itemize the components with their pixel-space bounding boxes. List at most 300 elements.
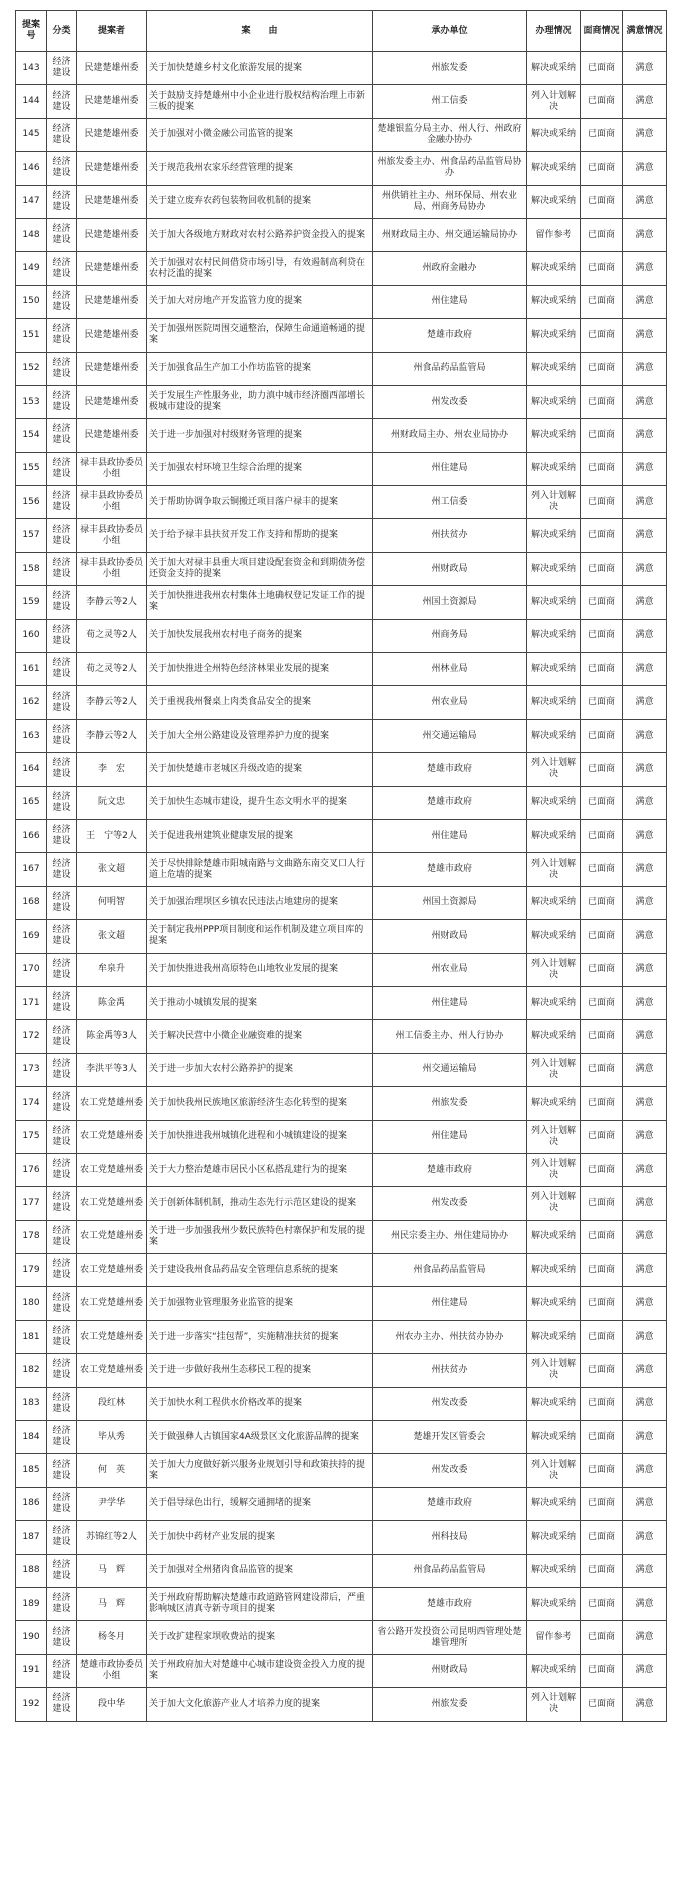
cell-satisfaction: 满意 [623,1354,667,1387]
cell-handling-unit: 州住建局 [373,819,527,852]
cell-handling-unit: 省公路开发投资公司昆明西管理处楚雄管理所 [373,1621,527,1654]
cell-proposal-no: 177 [16,1187,47,1220]
cell-satisfaction: 满意 [623,486,667,519]
cell-category: 经济建设 [47,1320,77,1353]
cell-status: 解决或采纳 [527,285,581,318]
cell-proposer: 民建楚雄州委 [77,385,147,418]
cell-proposer: 禄丰县政协委员小组 [77,552,147,585]
cell-subject: 关于加大全州公路建设及管理养护力度的提案 [147,719,373,752]
cell-satisfaction: 满意 [623,1320,667,1353]
cell-consultation: 已面商 [581,819,623,852]
cell-status: 解决或采纳 [527,352,581,385]
cell-handling-unit: 州交通运输局 [373,1053,527,1086]
cell-subject: 关于加快推进我州城镇化进程和小城镇建设的提案 [147,1120,373,1153]
cell-consultation: 已面商 [581,1153,623,1186]
cell-category: 经济建设 [47,1153,77,1186]
cell-consultation: 已面商 [581,653,623,686]
cell-handling-unit: 州住建局 [373,1120,527,1153]
cell-proposer: 禄丰县政协委员小组 [77,519,147,552]
cell-consultation: 已面商 [581,152,623,185]
cell-subject: 关于发展生产性服务业，助力滇中城市经济圈西部增长极城市建设的提案 [147,385,373,418]
cell-consultation: 已面商 [581,1654,623,1687]
cell-proposer: 农工党楚雄州委 [77,1120,147,1153]
table-row [16,1387,667,1420]
cell-handling-unit: 州财政局主办、州农业局协办 [373,419,527,452]
cell-consultation: 已面商 [581,619,623,652]
cell-handling-unit: 楚雄市政府 [373,1487,527,1520]
cell-subject: 关于进一步做好我州生态移民工程的提案 [147,1354,373,1387]
cell-subject: 关于推动小城镇发展的提案 [147,986,373,1019]
cell-status: 解决或采纳 [527,1287,581,1320]
cell-satisfaction: 满意 [623,953,667,986]
cell-subject: 关于加快生态城市建设，提升生态文明水平的提案 [147,786,373,819]
cell-category: 经济建设 [47,953,77,986]
cell-handling-unit: 楚雄市政府 [373,753,527,786]
table-row [16,519,667,552]
cell-proposal-no: 184 [16,1421,47,1454]
cell-handling-unit: 州农业局 [373,953,527,986]
cell-category: 经济建设 [47,85,77,118]
cell-proposer: 民建楚雄州委 [77,152,147,185]
cell-proposer: 民建楚雄州委 [77,252,147,285]
cell-category: 经济建设 [47,1587,77,1620]
cell-proposal-no: 161 [16,653,47,686]
cell-satisfaction: 满意 [623,118,667,151]
cell-satisfaction: 满意 [623,352,667,385]
table-row [16,85,667,118]
table-row [16,285,667,318]
cell-proposal-no: 175 [16,1120,47,1153]
cell-proposer: 马 辉 [77,1587,147,1620]
table-row [16,1621,667,1654]
cell-subject: 关于创新体制机制，推动生态先行示范区建设的提案 [147,1187,373,1220]
table-row [16,319,667,352]
cell-satisfaction: 满意 [623,552,667,585]
table-row [16,1554,667,1587]
cell-subject: 关于尽快排除楚雄市阳城南路与文曲路东南交叉口人行道上危墙的提案 [147,853,373,886]
cell-subject: 关于倡导绿色出行，缓解交通拥堵的提案 [147,1487,373,1520]
cell-satisfaction: 满意 [623,1020,667,1053]
cell-proposer: 农工党楚雄州委 [77,1254,147,1287]
cell-handling-unit: 州政府金融办 [373,252,527,285]
cell-handling-unit: 州国土资源局 [373,886,527,919]
cell-handling-unit: 州工信委主办、州人行协办 [373,1020,527,1053]
cell-consultation: 已面商 [581,1454,623,1487]
cell-subject: 关于加强对全州猪肉食品监管的提案 [147,1554,373,1587]
cell-status: 解决或采纳 [527,1521,581,1554]
cell-proposal-no: 153 [16,385,47,418]
cell-proposal-no: 179 [16,1254,47,1287]
cell-subject: 关于加强食品生产加工小作坊监管的提案 [147,352,373,385]
cell-consultation: 已面商 [581,1087,623,1120]
cell-subject: 关于加快发展我州农村电子商务的提案 [147,619,373,652]
cell-status: 解决或采纳 [527,1487,581,1520]
cell-status: 解决或采纳 [527,452,581,485]
cell-proposal-no: 174 [16,1087,47,1120]
cell-subject: 关于建立废弃农药包装物回收机制的提案 [147,185,373,218]
cell-subject: 关于促进我州建筑业健康发展的提案 [147,819,373,852]
table-row [16,1287,667,1320]
cell-category: 经济建设 [47,1087,77,1120]
cell-consultation: 已面商 [581,1621,623,1654]
cell-subject: 关于州政府帮助解决楚雄市政道路管网建设滞后，严重影响城区清真寺新寺项目的提案 [147,1587,373,1620]
cell-satisfaction: 满意 [623,1654,667,1687]
cell-proposal-no: 158 [16,552,47,585]
cell-proposal-no: 154 [16,419,47,452]
cell-proposer: 张文超 [77,920,147,953]
cell-satisfaction: 满意 [623,586,667,619]
cell-proposal-no: 180 [16,1287,47,1320]
table-row [16,1053,667,1086]
table-row [16,486,667,519]
cell-proposal-no: 147 [16,185,47,218]
cell-status: 解决或采纳 [527,1087,581,1120]
cell-subject: 关于做强彝人古镇国家4A级景区文化旅游品牌的提案 [147,1421,373,1454]
cell-category: 经济建设 [47,1187,77,1220]
cell-status: 列入计划解决 [527,85,581,118]
cell-status: 列入计划解决 [527,753,581,786]
cell-proposal-no: 181 [16,1320,47,1353]
cell-consultation: 已面商 [581,1354,623,1387]
cell-proposer: 民建楚雄州委 [77,319,147,352]
cell-category: 经济建设 [47,152,77,185]
cell-subject: 关于加快推进我州农村集体土地确权登记发证工作的提案 [147,586,373,619]
cell-handling-unit: 州旅发委 [373,1087,527,1120]
cell-satisfaction: 满意 [623,853,667,886]
cell-proposal-no: 190 [16,1621,47,1654]
cell-category: 经济建设 [47,185,77,218]
cell-handling-unit: 州工信委 [373,85,527,118]
cell-status: 列入计划解决 [527,953,581,986]
cell-category: 经济建设 [47,252,77,285]
cell-category: 经济建设 [47,1053,77,1086]
table-row [16,452,667,485]
cell-consultation: 已面商 [581,886,623,919]
cell-consultation: 已面商 [581,1254,623,1287]
cell-category: 经济建设 [47,552,77,585]
cell-handling-unit: 楚雄市政府 [373,319,527,352]
cell-proposal-no: 159 [16,586,47,619]
table-row [16,1187,667,1220]
cell-status: 解决或采纳 [527,920,581,953]
cell-status: 解决或采纳 [527,1587,581,1620]
cell-category: 经济建设 [47,218,77,251]
cell-subject: 关于帮助协调争取云铜搬迁项目落户禄丰的提案 [147,486,373,519]
table-row [16,1521,667,1554]
table-row [16,52,667,85]
cell-category: 经济建设 [47,1454,77,1487]
cell-consultation: 已面商 [581,118,623,151]
cell-satisfaction: 满意 [623,1454,667,1487]
cell-proposer: 民建楚雄州委 [77,52,147,85]
cell-satisfaction: 满意 [623,619,667,652]
cell-status: 解决或采纳 [527,653,581,686]
cell-handling-unit: 州财政局 [373,552,527,585]
cell-status: 解决或采纳 [527,1554,581,1587]
cell-proposer: 陈金禹 [77,986,147,1019]
cell-status: 解决或采纳 [527,886,581,919]
cell-satisfaction: 满意 [623,1220,667,1253]
cell-subject: 关于解决民营中小微企业融资难的提案 [147,1020,373,1053]
cell-category: 经济建设 [47,285,77,318]
cell-status: 解决或采纳 [527,152,581,185]
cell-proposer: 农工党楚雄州委 [77,1187,147,1220]
cell-handling-unit: 州旅发委 [373,1688,527,1721]
cell-category: 经济建设 [47,1521,77,1554]
cell-status: 列入计划解决 [527,1053,581,1086]
cell-consultation: 已面商 [581,452,623,485]
cell-consultation: 已面商 [581,1287,623,1320]
cell-category: 经济建设 [47,1354,77,1387]
cell-proposer: 民建楚雄州委 [77,85,147,118]
cell-consultation: 已面商 [581,218,623,251]
cell-consultation: 已面商 [581,1220,623,1253]
cell-proposer: 李静云等2人 [77,719,147,752]
cell-satisfaction: 满意 [623,252,667,285]
cell-category: 经济建设 [47,419,77,452]
cell-status: 解决或采纳 [527,419,581,452]
cell-status: 留作参考 [527,1621,581,1654]
cell-category: 经济建设 [47,853,77,886]
cell-status: 列入计划解决 [527,1153,581,1186]
cell-consultation: 已面商 [581,419,623,452]
cell-satisfaction: 满意 [623,1120,667,1153]
table-row [16,118,667,151]
cell-handling-unit: 州住建局 [373,285,527,318]
cell-proposer: 农工党楚雄州委 [77,1320,147,1353]
cell-status: 解决或采纳 [527,586,581,619]
cell-consultation: 已面商 [581,920,623,953]
cell-subject: 关于进一步加大农村公路养护的提案 [147,1053,373,1086]
cell-proposer: 段红林 [77,1387,147,1420]
header-proposal-no: 提案号 [16,11,47,52]
table-header [16,11,667,52]
cell-subject: 关于加快楚雄市老城区升级改造的提案 [147,753,373,786]
cell-consultation: 已面商 [581,1554,623,1587]
cell-status: 解决或采纳 [527,719,581,752]
cell-satisfaction: 满意 [623,886,667,919]
cell-handling-unit: 州发改委 [373,1187,527,1220]
cell-status: 解决或采纳 [527,686,581,719]
cell-satisfaction: 满意 [623,819,667,852]
cell-satisfaction: 满意 [623,152,667,185]
cell-subject: 关于加大对禄丰县重大项目建设配套资金和到期债务偿还资金支持的提案 [147,552,373,585]
header-category: 分类 [47,11,77,52]
cell-consultation: 已面商 [581,853,623,886]
cell-proposer: 张文超 [77,853,147,886]
header-satisfaction: 满意情况 [623,11,667,52]
table-row [16,1153,667,1186]
cell-proposal-no: 150 [16,285,47,318]
cell-proposal-no: 170 [16,953,47,986]
cell-satisfaction: 满意 [623,786,667,819]
cell-consultation: 已面商 [581,1487,623,1520]
cell-satisfaction: 满意 [623,1287,667,1320]
cell-handling-unit: 州住建局 [373,452,527,485]
cell-consultation: 已面商 [581,1587,623,1620]
cell-satisfaction: 满意 [623,719,667,752]
cell-category: 经济建设 [47,920,77,953]
cell-subject: 关于制定我州PPP项目制度和运作机制及建立项目库的提案 [147,920,373,953]
table-row [16,385,667,418]
cell-status: 列入计划解决 [527,1354,581,1387]
cell-consultation: 已面商 [581,753,623,786]
table-row [16,653,667,686]
cell-proposal-no: 176 [16,1153,47,1186]
cell-satisfaction: 满意 [623,85,667,118]
header-proposer: 提案者 [77,11,147,52]
cell-handling-unit: 州交通运输局 [373,719,527,752]
cell-consultation: 已面商 [581,319,623,352]
cell-satisfaction: 满意 [623,686,667,719]
table-row [16,886,667,919]
header-consultation: 面商情况 [581,11,623,52]
cell-satisfaction: 满意 [623,218,667,251]
cell-category: 经济建设 [47,519,77,552]
table-body [16,52,667,1722]
cell-consultation: 已面商 [581,1053,623,1086]
table-row [16,1421,667,1454]
cell-consultation: 已面商 [581,986,623,1019]
cell-consultation: 已面商 [581,1421,623,1454]
cell-subject: 关于改扩建程家坝收费站的提案 [147,1621,373,1654]
cell-subject: 关于建设我州食品药品安全管理信息系统的提案 [147,1254,373,1287]
cell-category: 经济建设 [47,1487,77,1520]
cell-proposer: 民建楚雄州委 [77,352,147,385]
cell-proposer: 杨冬月 [77,1621,147,1654]
cell-status: 解决或采纳 [527,1254,581,1287]
cell-satisfaction: 满意 [623,1554,667,1587]
cell-category: 经济建设 [47,319,77,352]
cell-status: 解决或采纳 [527,519,581,552]
cell-subject: 关于加大文化旅游产业人才培养力度的提案 [147,1688,373,1721]
cell-proposer: 民建楚雄州委 [77,285,147,318]
cell-satisfaction: 满意 [623,1053,667,1086]
cell-consultation: 已面商 [581,519,623,552]
cell-handling-unit: 州国土资源局 [373,586,527,619]
cell-status: 解决或采纳 [527,185,581,218]
cell-status: 解决或采纳 [527,819,581,852]
cell-consultation: 已面商 [581,586,623,619]
cell-consultation: 已面商 [581,786,623,819]
cell-proposal-no: 148 [16,218,47,251]
cell-handling-unit: 州财政局主办、州交通运输局协办 [373,218,527,251]
cell-consultation: 已面商 [581,1120,623,1153]
cell-proposer: 民建楚雄州委 [77,118,147,151]
table-row [16,920,667,953]
table-row [16,953,667,986]
table-row [16,252,667,285]
cell-status: 解决或采纳 [527,786,581,819]
cell-handling-unit: 州财政局 [373,1654,527,1687]
cell-proposal-no: 182 [16,1354,47,1387]
cell-proposer: 段中华 [77,1688,147,1721]
cell-category: 经济建设 [47,352,77,385]
cell-consultation: 已面商 [581,1387,623,1420]
cell-proposal-no: 143 [16,52,47,85]
cell-proposer: 荀之灵等2人 [77,619,147,652]
cell-status: 列入计划解决 [527,1688,581,1721]
cell-subject: 关于加大各级地方财政对农村公路养护资金投入的提案 [147,218,373,251]
cell-category: 经济建设 [47,719,77,752]
table-row [16,1220,667,1253]
table-row [16,786,667,819]
cell-proposal-no: 163 [16,719,47,752]
cell-proposal-no: 164 [16,753,47,786]
cell-handling-unit: 州住建局 [373,1287,527,1320]
table-row [16,185,667,218]
cell-subject: 关于给予禄丰县扶贫开发工作支持和帮助的提案 [147,519,373,552]
cell-satisfaction: 满意 [623,986,667,1019]
cell-proposal-no: 157 [16,519,47,552]
cell-status: 解决或采纳 [527,619,581,652]
cell-subject: 关于进一步落实“挂包帮”，实施精准扶贫的提案 [147,1320,373,1353]
cell-satisfaction: 满意 [623,52,667,85]
cell-status: 解决或采纳 [527,252,581,285]
cell-consultation: 已面商 [581,385,623,418]
cell-proposer: 荀之灵等2人 [77,653,147,686]
header-handling-unit: 承办单位 [373,11,527,52]
table-row [16,619,667,652]
cell-status: 解决或采纳 [527,1387,581,1420]
cell-satisfaction: 满意 [623,1153,667,1186]
cell-handling-unit: 州林业局 [373,653,527,686]
cell-category: 经济建设 [47,1421,77,1454]
cell-proposal-no: 160 [16,619,47,652]
cell-proposer: 何 英 [77,1454,147,1487]
cell-status: 解决或采纳 [527,118,581,151]
cell-category: 经济建设 [47,886,77,919]
cell-category: 经济建设 [47,52,77,85]
cell-category: 经济建设 [47,786,77,819]
cell-satisfaction: 满意 [623,1254,667,1287]
cell-proposal-no: 173 [16,1053,47,1086]
cell-handling-unit: 楚雄市政府 [373,1153,527,1186]
cell-consultation: 已面商 [581,552,623,585]
table-row [16,853,667,886]
cell-proposal-no: 188 [16,1554,47,1587]
cell-consultation: 已面商 [581,953,623,986]
cell-satisfaction: 满意 [623,519,667,552]
cell-proposal-no: 186 [16,1487,47,1520]
cell-satisfaction: 满意 [623,1187,667,1220]
cell-consultation: 已面商 [581,285,623,318]
cell-satisfaction: 满意 [623,920,667,953]
cell-proposal-no: 192 [16,1688,47,1721]
cell-handling-unit: 楚雄市政府 [373,786,527,819]
cell-handling-unit: 楚雄开发区管委会 [373,1421,527,1454]
cell-consultation: 已面商 [581,1320,623,1353]
header-status: 办理情况 [527,11,581,52]
cell-handling-unit: 州发改委 [373,1387,527,1420]
cell-status: 解决或采纳 [527,552,581,585]
cell-proposal-no: 156 [16,486,47,519]
cell-category: 经济建设 [47,486,77,519]
cell-handling-unit: 州食品药品监管局 [373,1254,527,1287]
table-row [16,1354,667,1387]
cell-proposal-no: 169 [16,920,47,953]
cell-handling-unit: 州旅发委 [373,52,527,85]
cell-handling-unit: 州财政局 [373,920,527,953]
cell-satisfaction: 满意 [623,1621,667,1654]
table-row [16,1120,667,1153]
cell-satisfaction: 满意 [623,653,667,686]
cell-subject: 关于加强对农村民间借贷市场引导，有效遏制高利贷在农村泛滥的提案 [147,252,373,285]
cell-subject: 关于大力整治楚雄市居民小区私搭乱建行为的提案 [147,1153,373,1186]
cell-category: 经济建设 [47,1621,77,1654]
cell-proposal-no: 168 [16,886,47,919]
table-row [16,719,667,752]
